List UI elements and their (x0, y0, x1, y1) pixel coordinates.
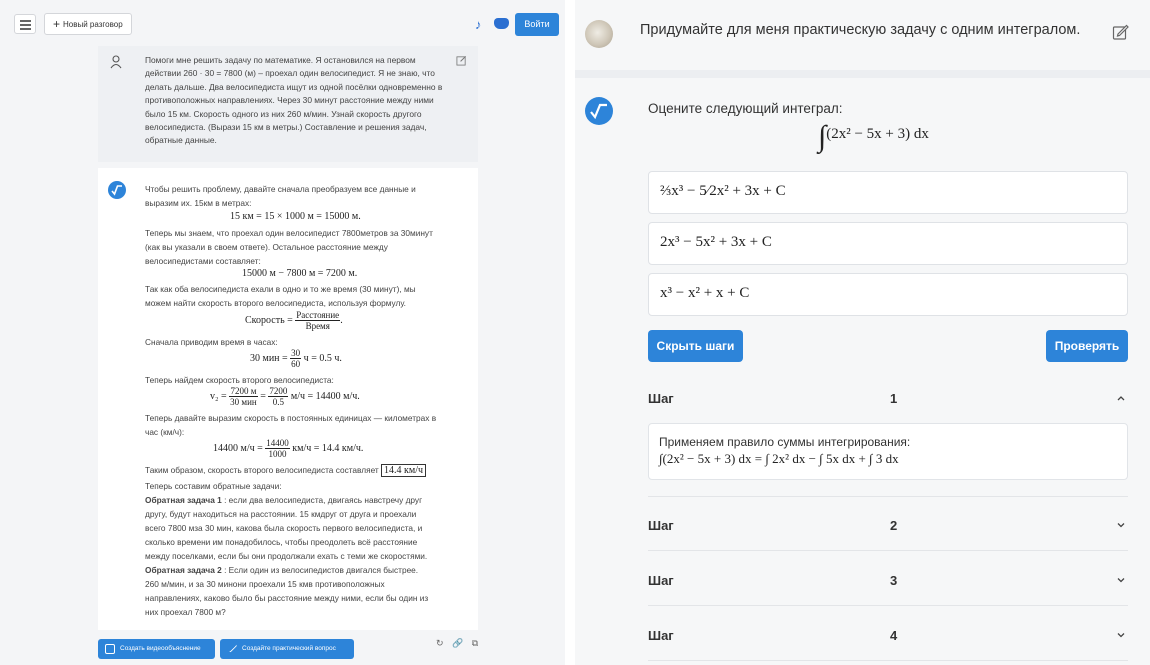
video-icon (105, 644, 115, 654)
formula-speed: Скорость = $\frac{\text{Расстояние}}{\text{Время}}$ . (245, 310, 343, 331)
menu-icon[interactable] (14, 14, 36, 34)
bot-math-line: 15000 м − 7800 м = 7200 м. (242, 268, 358, 279)
bot-math-line: 15 км = 15 × 1000 м = 15000 м. (230, 211, 361, 222)
new-conversation-button[interactable]: + Новый разговор (44, 13, 132, 35)
bot-text-line: Обратная задача 1 : если два велосипедиста, двигаясь навстречу друг (145, 495, 423, 505)
answer-box: 14.4 км/ч (381, 464, 426, 477)
question-title: Придумайте для меня практическую задачу с одним интегралом. (640, 22, 1081, 38)
create-video-button[interactable]: Создать видеообъяснение (98, 639, 215, 659)
bot-text-line: выразим их. 15км в метрах: (145, 198, 252, 208)
bot-text-line: Таким образом, скорость второго велосипедиста составляет 14.4 км/ч (145, 465, 426, 476)
step-content: Применяем правило суммы интегрирования: ∫(2x² − 5x + 3) dx = ∫ 2x² dx − ∫ 5x dx + ∫ 3 dx (648, 423, 1128, 480)
step-header[interactable]: Шаг 1 (648, 391, 1128, 411)
problem-integral: ∫(2x² − 5x + 3) dx (818, 120, 929, 153)
chevron-up-icon (1116, 393, 1126, 403)
top-bar (0, 0, 565, 44)
bot-text-line: другу, будут находиться на расстоянии. 15 кмдруг от друга и проехали (145, 509, 417, 519)
check-button[interactable]: Проверять (1046, 330, 1128, 362)
bot-text-line: между поселками, если бы они продолжали ехать с теми же скоростями. (145, 551, 428, 561)
bot-text-line: всего 7800 мза 30 мин, какова была скорость первого велосипедиста, и (145, 523, 423, 533)
login-button[interactable]: Войти (515, 13, 559, 36)
step-header[interactable]: Шаг 4 (648, 628, 1128, 648)
avatar (585, 20, 613, 48)
message-actions[interactable]: ↻ 🔗 ⧉ (436, 638, 482, 648)
step-header[interactable]: Шаг 2 (648, 518, 1128, 538)
divider (648, 550, 1128, 551)
bot-text-line: 260 м/мин, и за 30 минони проехали 15 кмв противоположных (145, 579, 385, 589)
bot-text-line: Сначала приводим время в часах: (145, 337, 278, 347)
user-message-text: Помоги мне решить задачу по математике. Я остановился на первом действии 260 · 30 = 7800 (м) – проехал один велосипедист. Я не знаю, что делать дальше. Два велосипедиста ищут из одной посёлки одновременно в противоположных направлениях. Через 30 минут расстояние между ними было 15 км. Скорость одного из них 260 м/мин. Узнай скорость другого велосипедиста. (Вырази 15 км в метры.) Составление и решения задач, обратные данные. (145, 55, 443, 146)
bot-text-line: можем найти скорость второго велосипедиста, используя формулу. (145, 298, 406, 308)
edit-icon[interactable] (456, 55, 467, 66)
chevron-down-icon (1116, 630, 1126, 640)
bot-text-line: Теперь мы знаем, что проехал один велосипедист 7800метров за 30минут (145, 228, 433, 238)
formula-velocity: v₂ = $\frac{7200 м}{\text{30 мин}}$ = $\frac{7200}{0.5}$ м/ч = 14400 м/ч. (210, 386, 360, 407)
bot-text-line: сколько времени им понадобилось, чтобы преодолеть всё расстояние (145, 537, 418, 547)
bot-text-line: час (км/ч): (145, 427, 185, 437)
pencil-icon (227, 642, 238, 653)
bot-text-line: велосипедистами составляет: (145, 256, 261, 266)
sqrt-logo-icon (108, 181, 126, 199)
bot-text-line: направлениях, каково было бы расстояние между ними, если бы один из (145, 593, 429, 603)
formula-kmh: 14400 м/ч = $\frac{14400}{1000}$ км/ч = 14.4 км/ч. (213, 438, 364, 459)
formula-time: 30 мин = $\frac{30}{60}$ ч = 0.5 ч. (250, 348, 342, 369)
divider (648, 496, 1128, 497)
divider (648, 660, 1128, 661)
divider (575, 70, 1150, 78)
step-header[interactable]: Шаг 3 (648, 573, 1128, 593)
discord-icon[interactable] (494, 18, 509, 29)
answer-option[interactable]: x³ − x² + x + C (648, 273, 1128, 316)
bot-text-line: них проехал 7800 м? (145, 607, 226, 617)
chevron-down-icon (1116, 575, 1126, 585)
bot-text-line: (как вы указали в своем ответе). Остальное расстояние между (145, 242, 388, 252)
bot-text-line: Обратная задача 2 : Если один из велосипедистов двигался быстрее. (145, 565, 419, 575)
bot-text-line: Теперь давайте выразим скорость в постоянных единицах — километрах в (145, 413, 437, 423)
bot-text-line: Теперь составим обратные задачи: (145, 481, 282, 491)
user-icon (110, 55, 122, 69)
create-practice-button[interactable]: Создайте практический вопрос (220, 639, 354, 659)
sqrt-logo-icon (585, 97, 613, 125)
bot-text-line: Теперь найдем скорость второго велосипедиста: (145, 375, 334, 385)
answer-option[interactable]: 2x³ − 5x² + 3x + C (648, 222, 1128, 265)
plus-icon: + (53, 17, 61, 31)
edit-icon[interactable] (1112, 24, 1129, 41)
hide-steps-button[interactable]: Скрыть шаги (648, 330, 743, 362)
tiktok-icon[interactable]: ♪ (475, 17, 482, 32)
bot-text-line: Чтобы решить проблему, давайте сначала преобразуем все данные и (145, 184, 416, 194)
answer-option[interactable]: ⅔x³ − 5⁄2x² + 3x + C (648, 171, 1128, 214)
bot-text-line: Так как оба велосипедиста ехали в одно и то же время (30 минут), мы (145, 284, 416, 294)
problem-intro: Оцените следующий интеграл: (648, 101, 843, 116)
chevron-down-icon (1116, 520, 1126, 530)
divider (648, 605, 1128, 606)
